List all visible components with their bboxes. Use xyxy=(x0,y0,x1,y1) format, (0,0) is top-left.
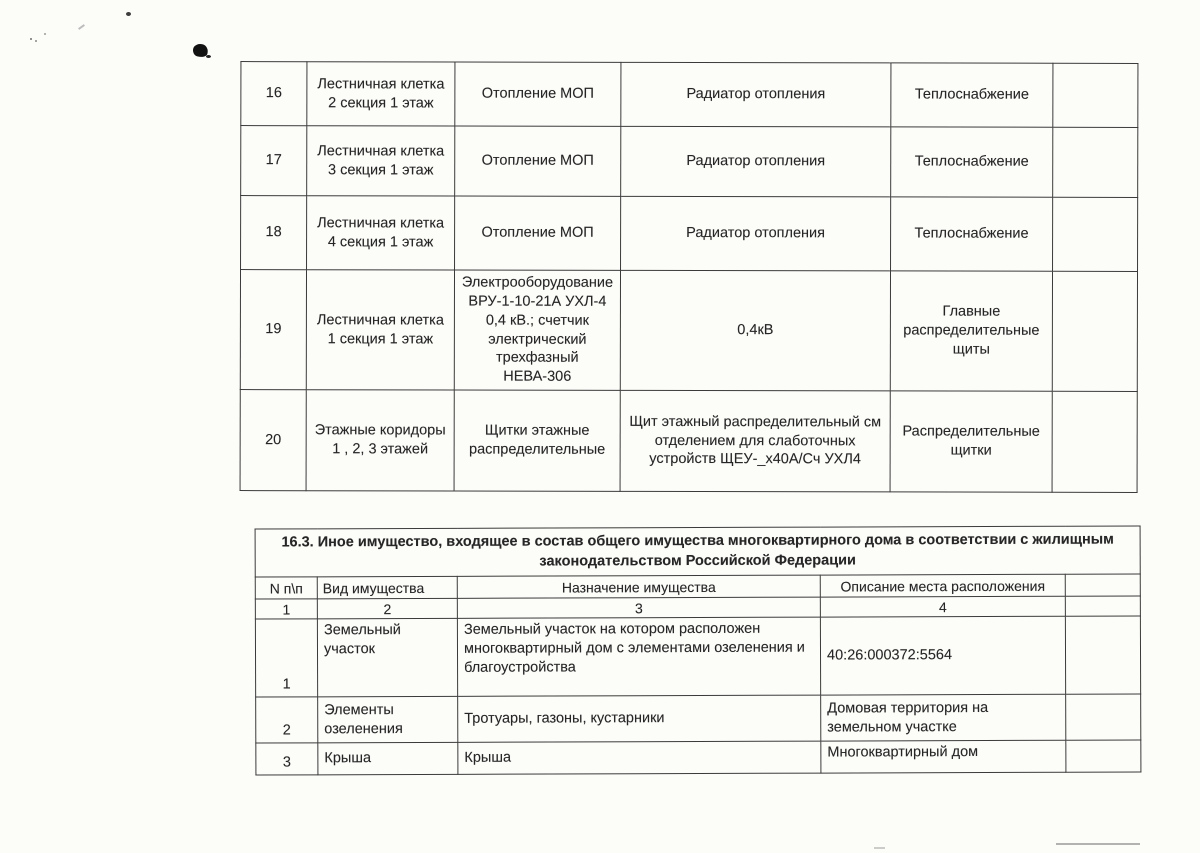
cell-description: Щит этажный распределительный см отделением для слаботочных устройств ЩЕУ-_х40А/Сч УХЛ4 xyxy=(620,390,890,492)
cell-location: Лестничная клетка 4 секция 1 этаж xyxy=(307,196,455,270)
table-row xyxy=(241,126,1138,198)
table-row xyxy=(256,694,1141,743)
table-row xyxy=(241,196,1138,272)
header-purpose: Назначение имущества xyxy=(457,575,820,598)
cell-equipment: Отопление МОП xyxy=(455,126,621,196)
cell-row-number: 3 xyxy=(256,743,318,775)
cell-location: Лестничная клетка 3 секция 1 этаж xyxy=(307,126,455,196)
cell-purpose: Земельный участок на котором расположен многоквартирный дом с элементами озеленения и благоустройства xyxy=(457,617,820,696)
ink-blob xyxy=(192,42,210,58)
ink-blob-dot xyxy=(206,55,211,58)
cell-empty xyxy=(1066,740,1141,772)
header-type: Вид имущества xyxy=(317,576,457,598)
col-number: 3 xyxy=(457,597,820,618)
cell-category: Теплоснабжение xyxy=(891,197,1053,271)
cell-location: Этажные коридоры 1 , 2, 3 этажей xyxy=(306,390,454,491)
cell-description: Радиатор отопления xyxy=(621,126,891,197)
cell-purpose: Крыша xyxy=(458,741,821,774)
table-row xyxy=(240,390,1137,493)
scan-speck xyxy=(44,33,46,35)
cell-equipment: Электрооборудование ВРУ-1-10-21А УХЛ-4 0,4 кВ.; счетчик электрический трехфазный НЕВА-306 xyxy=(454,270,620,390)
cell-category: Распределительные щитки xyxy=(890,391,1052,492)
cell-type: Элементы озеленения xyxy=(318,696,458,742)
cell-category: Главные распределительные щиты xyxy=(890,271,1052,391)
cell-equipment: Отопление МОП xyxy=(455,196,621,270)
cell-category: Теплоснабжение xyxy=(891,127,1053,197)
cell-type: Крыша xyxy=(318,742,458,774)
table-row xyxy=(256,740,1141,775)
equipment-table xyxy=(240,61,1139,493)
cell-empty xyxy=(1053,197,1138,271)
cell-purpose: Тротуары, газоны, кустарники xyxy=(458,695,821,742)
cell-equipment: Отопление МОП xyxy=(455,62,621,126)
scan-mark-dots xyxy=(874,847,885,849)
cell-row-number: 17 xyxy=(241,126,307,196)
cell-location: Многоквартирный дом xyxy=(821,740,1066,773)
table-header-row xyxy=(255,574,1140,599)
cell-location: Лестничная клетка 2 секция 1 этаж xyxy=(307,62,455,126)
cell-description: Радиатор отопления xyxy=(621,62,891,127)
col-number: 2 xyxy=(317,598,457,618)
cell-empty xyxy=(1052,391,1137,492)
cell-location: Лестничная клетка 1 секция 1 этаж xyxy=(306,270,454,390)
col-number: 4 xyxy=(820,596,1065,617)
cell-equipment: Щитки этажные распределительные xyxy=(454,390,620,491)
cell-row-number: 2 xyxy=(256,697,318,743)
cell-empty xyxy=(1053,127,1138,197)
col-number: 1 xyxy=(255,599,317,619)
other-property-table xyxy=(255,525,1142,775)
header-empty xyxy=(1065,574,1140,596)
scan-speck xyxy=(126,12,131,16)
table-row xyxy=(255,616,1140,697)
header-num: N п\п xyxy=(255,577,317,599)
cell-empty xyxy=(1066,694,1141,740)
cell-location: 40:26:000372:5564 xyxy=(820,616,1065,695)
scan-speck xyxy=(35,40,37,42)
cell-empty xyxy=(1053,63,1138,127)
cell-row-number: 18 xyxy=(241,196,307,270)
scan-speck xyxy=(78,24,85,30)
header-location: Описание места расположения xyxy=(820,574,1065,597)
cell-description: 0,4кВ xyxy=(620,270,890,391)
scan-speck xyxy=(30,38,32,40)
cell-row-number: 1 xyxy=(255,619,317,697)
cell-type: Земельный участок xyxy=(317,618,457,696)
table-title-row xyxy=(255,526,1140,577)
cell-description: Радиатор отопления xyxy=(621,196,891,271)
cell-row-number: 16 xyxy=(241,62,307,126)
scan-mark-line xyxy=(1056,843,1140,845)
table-row xyxy=(240,270,1137,392)
cell-location: Домовая территория на земельном участке xyxy=(821,694,1066,741)
cell-row-number: 20 xyxy=(240,390,306,491)
col-number-empty xyxy=(1065,596,1140,616)
table-row xyxy=(241,62,1138,128)
cell-category: Теплоснабжение xyxy=(891,63,1053,127)
cell-empty xyxy=(1052,271,1137,391)
table-title: 16.3. Иное имущество, входящее в состав общего имущества многоквартирного дома в соответствии с жилищным законодательством Российской Федерации xyxy=(255,526,1140,577)
cell-empty xyxy=(1065,616,1140,694)
cell-row-number: 19 xyxy=(240,270,306,390)
